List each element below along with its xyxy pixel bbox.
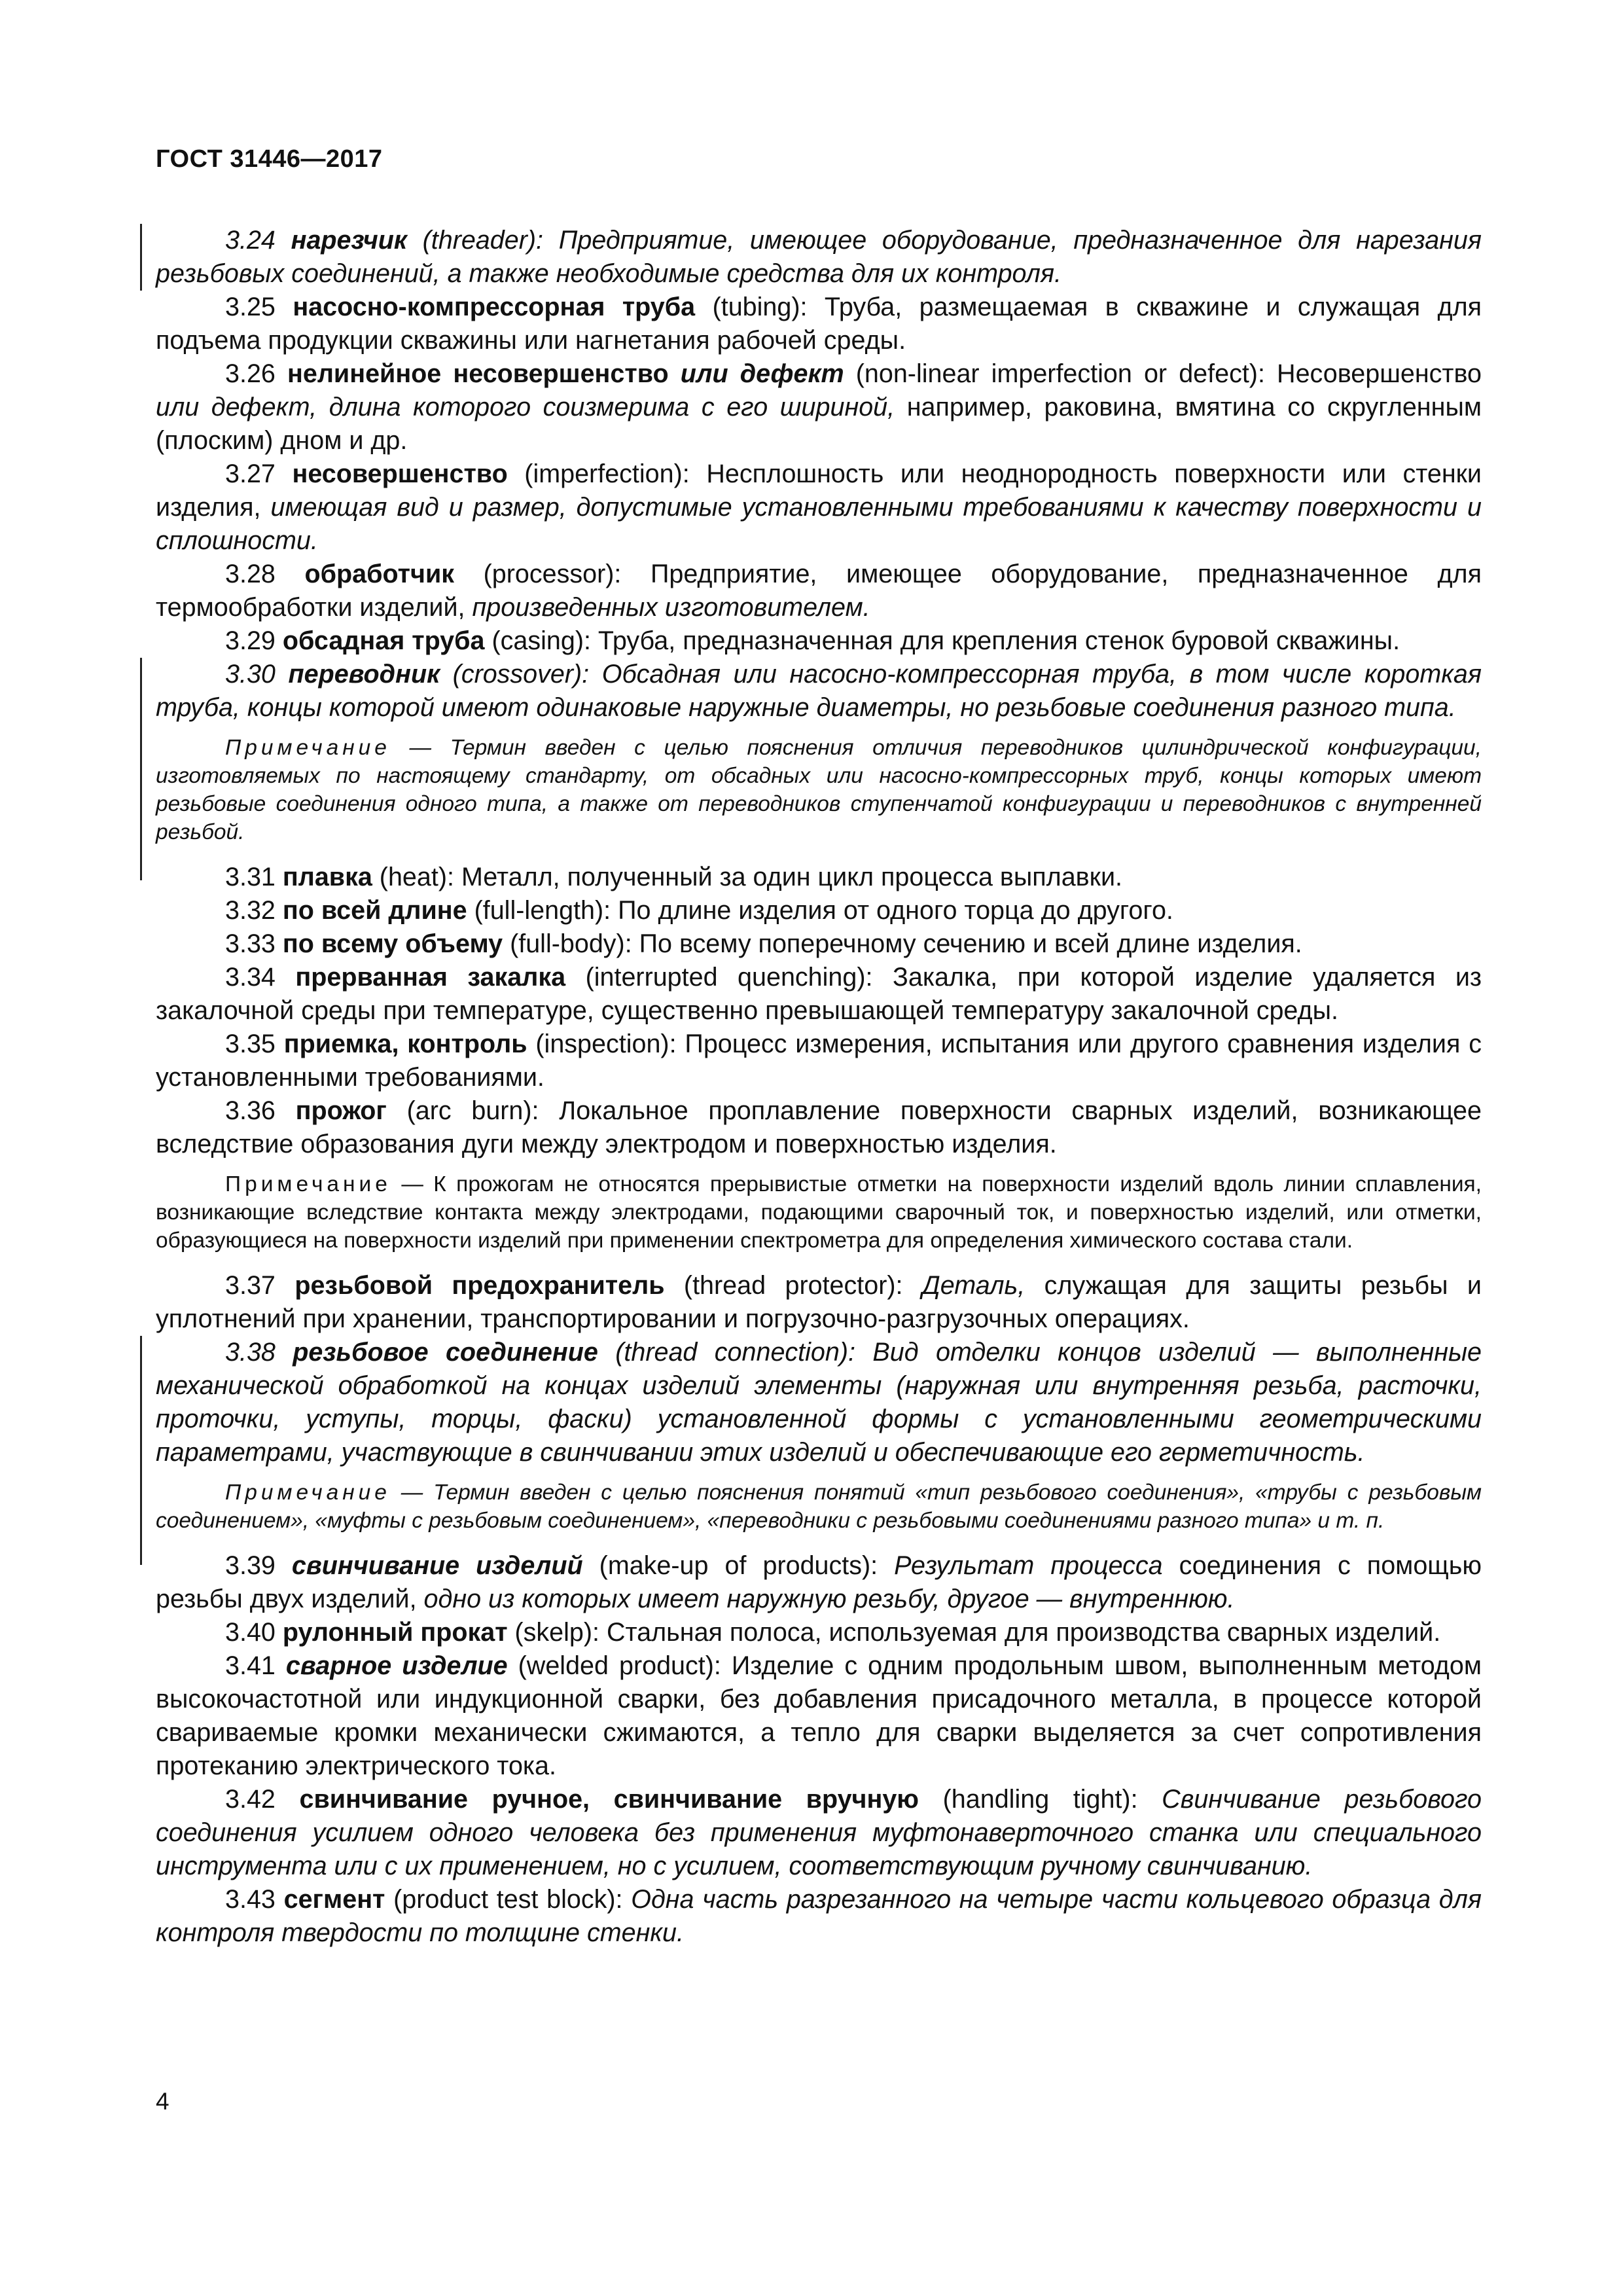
term-name: плавка (282, 863, 372, 891)
term-name: прерванная закалка (295, 963, 566, 992)
term-name: резьбовое соединение (293, 1338, 598, 1367)
term-3-27: 3.27 несовершенство (imperfection): Несплошность или неоднородность поверхности или стенки изделия, имеющая вид и размер, допустимые установленными требованиями к качеству поверхности и сплошности. (156, 459, 1482, 555)
change-bar (140, 1336, 142, 1565)
change-bar (140, 224, 142, 291)
term-3-28: 3.28 обработчик (processor): Предприятие, имеющее оборудование, предназначенное для термообработки изделий, произведенных изготовителем. (156, 560, 1482, 622)
term-3-31: 3.31 плавка (heat): Металл, полученный за один цикл процесса выплавки. (225, 863, 1122, 891)
term-3-34: 3.34 прерванная закалка (interrupted quenching): Закалка, при которой изделие удаляется из закалочной среды при температуре, существенно превышающей температуру закалочной среды. (156, 963, 1482, 1025)
change-bar (140, 658, 142, 880)
term-name: рулонный прокат (282, 1618, 508, 1647)
term-name: несовершенство (292, 459, 508, 488)
term-3-24: 3.24 нарезчик (threader): Предприятие, имеющее оборудование, предназначенное для нарезания резьбовых соединений, а также необходимые средства для их контроля. (156, 224, 1482, 291)
note-3-30: Примечание — Термин введен с целью пояснения отличия переводников цилиндрической конфигурации, изготовляемых по настоящему стандарту, от обсадных или насосно-компрессорных труб, концы которых имеют резьбовые соединения одного типа, а также от переводников ступенчатой конфигурации и переводников с внутренней резьбой. (156, 736, 1482, 844)
term-3-40: 3.40 рулонный прокат (skelp): Стальная полоса, используемая для производства сварных изделий. (225, 1618, 1441, 1647)
note-3-36: Примечание — К прожогам не относятся прерывистые отметки на поверхности изделий вдоль линии сплавления, возникающие вследствие контакта между электродами, подающими сварочный ток, и поверхностью изделий, или отметки, образующиеся на поверхности изделий при применении спектрометра для определения химического состава стали. (156, 1172, 1482, 1253)
term-3-26: 3.26 нелинейное несовершенство или дефект (non-linear imperfection or defect): Несовершенство или дефект, длина которого соизмерима с его шириной, например, раковина, вмятина со скругленным (плоским) дном и др. (156, 359, 1482, 455)
term-name: сварное изделие (285, 1651, 508, 1680)
term-name: обработчик (304, 560, 455, 588)
term-3-32: 3.32 по всей длине (full-length): По длине изделия от одного торца до другого. (225, 896, 1173, 925)
note-label: Примечание (225, 1480, 391, 1505)
term-3-37: 3.37 резьбовой предохранитель (thread protector): Деталь, служащая для защиты резьбы и уплотнений при хранении, транспортировании и погрузочно-разгрузочных операциях. (156, 1271, 1482, 1333)
page-number: 4 (156, 2088, 169, 2115)
term-3-42: 3.42 свинчивание ручное, свинчивание вручную (handling tight): Свинчивание резьбового соединения усилием одного человека без применения муфтонаверточного станка или специального инструмента или с их применением, но с усилием, соответствующим ручному свинчиванию. (156, 1785, 1482, 1880)
term-3-41: 3.41 сварное изделие (welded product): Изделие с одним продольным швом, выполненным методом высокочастотной или индукционной сварки, без добавления присадочного металла, в процессе которой свариваемые кромки механически сжимаются, а тепло для сварки выделяется за счет сопротивления протеканию электрического тока. (156, 1651, 1482, 1780)
term-3-36: 3.36 прожог (arc burn): Локальное проплавление поверхности сварных изделий, возникающее вследствие образования дуги между электродом и поверхностью изделия. (156, 1096, 1482, 1158)
note-3-38: Примечание — Термин введен с целью пояснения понятий «тип резьбового соединения», «трубы с резьбовым соединением», «муфты с резьбовым соединением», «переводники с резьбовыми соединениями разного типа» и т. п. (156, 1480, 1482, 1533)
term-3-43: 3.43 сегмент (product test block): Одна часть разрезанного на четыре части кольцевого образца для контроля твердости по толщине стенки. (156, 1885, 1482, 1947)
term-name: нелинейное несовершенство (287, 359, 669, 388)
term-3-33: 3.33 по всему объему (full-body): По всему поперечному сечению и всей длине изделия. (225, 929, 1302, 958)
term-name: сегмент (283, 1885, 385, 1914)
term-name: приемка, контроль (283, 1030, 527, 1058)
term-name: свинчивание ручное, свинчивание вручную (299, 1785, 919, 1814)
terms-list (156, 224, 1482, 1950)
term-name: прожог (295, 1096, 387, 1125)
term-3-30: 3.30 переводник (crossover): Обсадная или насосно-компрессорная труба, в том числе короткая труба, концы которой имеют одинаковые наружные диаметры, но резьбовые соединения разного типа. (156, 658, 1482, 725)
term-3-35: 3.35 приемка, контроль (inspection): Процесс измерения, испытания или другого сравнения изделия с установленными требованиями. (156, 1030, 1482, 1092)
document-header: ГОСТ 31446—2017 (156, 145, 383, 173)
term-name: по всему объему (282, 929, 503, 958)
term-name: резьбовой предохранитель (294, 1271, 665, 1300)
term-3-39: 3.39 свинчивание изделий (make-up of products): Результат процесса соединения с помощью резьбы двух изделий, одно из которых имеет наружную резьбу, другое — внутреннюю. (156, 1551, 1482, 1613)
term-name: переводник (288, 660, 440, 689)
term-3-25: 3.25 насосно-компрессорная труба (tubing): Труба, размещаемая в скважине и служащая для подъема продукции скважины или нагнетания рабочей среды. (156, 293, 1482, 355)
term-name: по всей длине (282, 896, 467, 925)
term-name: обсадная труба (282, 626, 485, 655)
term-name: свинчивание изделий (291, 1551, 583, 1580)
term-name: нарезчик (291, 226, 407, 255)
term-3-29: 3.29 обсадная труба (casing): Труба, предназначенная для крепления стенок буровой скважины. (225, 626, 1400, 655)
note-label: Примечание (225, 736, 391, 760)
term-3-38: 3.38 резьбовое соединение (thread connection): Вид отделки концов изделий — выполненные механической обработкой на концах изделий элементы (наружная или внутренняя резьба, расточки, проточки, уступы, торцы, фаски) установленной формы с установленными геометрическими параметрами, участвующие в свинчивании этих изделий и обеспечивающие его герметичность. (156, 1336, 1482, 1469)
note-label: Примечание (225, 1172, 391, 1196)
term-name: насосно-компрессорная труба (293, 293, 696, 321)
